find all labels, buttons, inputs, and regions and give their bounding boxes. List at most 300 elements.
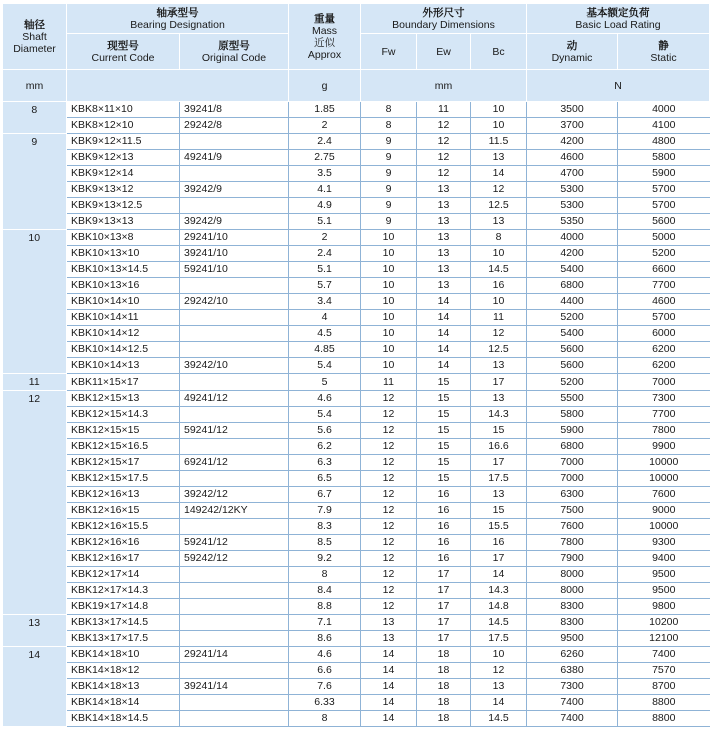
mass-cell: 2.4 (289, 134, 361, 150)
bearing-spec-table (2, 3, 710, 727)
current-code-cell: KBK10×14×12 (67, 326, 180, 342)
mass-cell: 6.2 (289, 439, 361, 455)
static-load-cell: 7400 (618, 647, 710, 663)
static-load-cell: 7700 (618, 407, 710, 423)
basic-load-rating-label-en: Basic Load Rating (575, 18, 661, 31)
current-code-cell: KBK14×18×14.5 (67, 711, 180, 727)
static-load-cell: 5700 (618, 198, 710, 214)
fw-cell: 12 (361, 423, 417, 439)
current-code-cell: KBK14×18×14 (67, 695, 180, 711)
original-code-cell: 49241/9 (180, 150, 289, 166)
ew-cell: 18 (417, 679, 471, 695)
dynamic-load-cell: 4200 (527, 246, 618, 262)
table-row (3, 326, 710, 342)
shaft-diameter-cell: 12 (3, 391, 67, 615)
current-code-cell: KBK14×18×13 (67, 679, 180, 695)
ew-cell: 11 (417, 102, 471, 118)
fw-cell: 10 (361, 262, 417, 278)
fw-cell: 8 (361, 118, 417, 134)
static-load-cell: 9400 (618, 551, 710, 567)
shaft-diameter-label-en1: Shaft (22, 30, 47, 43)
static-load-cell: 5700 (618, 310, 710, 326)
mass-cell: 8.8 (289, 599, 361, 615)
mass-cell: 7.9 (289, 503, 361, 519)
ew-cell: 17 (417, 615, 471, 631)
mass-cell: 8 (289, 567, 361, 583)
bc-cell: 16 (471, 535, 527, 551)
static-load-cell: 8800 (618, 695, 710, 711)
dynamic-load-cell: 3700 (527, 118, 618, 134)
dynamic-load-cell: 5300 (527, 198, 618, 214)
dynamic-load-cell: 6300 (527, 487, 618, 503)
shaft-diameter-cell: 13 (3, 615, 67, 647)
fw-cell: 12 (361, 471, 417, 487)
original-code-cell: 49241/12 (180, 391, 289, 407)
dynamic-header (527, 34, 618, 70)
static-load-cell: 5200 (618, 246, 710, 262)
ew-cell: 15 (417, 374, 471, 391)
current-code-header (67, 34, 180, 70)
ew-cell: 16 (417, 487, 471, 503)
current-code-cell: KBK12×15×17.5 (67, 471, 180, 487)
bc-cell: 17.5 (471, 471, 527, 487)
current-code-cell: KBK12×17×14 (67, 567, 180, 583)
current-code-cell: KBK12×16×15 (67, 503, 180, 519)
bc-cell: 17 (471, 551, 527, 567)
bc-cell: 13 (471, 214, 527, 230)
dynamic-load-cell: 5500 (527, 391, 618, 407)
original-code-label-en: Original Code (201, 51, 267, 64)
current-code-cell: KBK14×18×10 (67, 647, 180, 663)
fw-cell: 10 (361, 358, 417, 374)
bc-cell: 14 (471, 166, 527, 182)
mass-cell: 7.1 (289, 615, 361, 631)
mass-cell: 8.3 (289, 519, 361, 535)
dynamic-load-cell: 5400 (527, 262, 618, 278)
ew-cell: 15 (417, 391, 471, 407)
dynamic-load-cell: 6380 (527, 663, 618, 679)
dynamic-label-zh: 动 (566, 39, 578, 52)
dynamic-load-cell: 9500 (527, 631, 618, 647)
dynamic-load-cell: 7300 (527, 679, 618, 695)
bc-cell: 11.5 (471, 134, 527, 150)
static-load-cell: 7000 (618, 374, 710, 391)
static-label-en: Static (650, 51, 677, 64)
original-code-cell (180, 278, 289, 294)
ew-cell: 13 (417, 262, 471, 278)
dynamic-load-cell: 3500 (527, 102, 618, 118)
fw-cell: 11 (361, 374, 417, 391)
current-code-cell: KBK12×17×14.3 (67, 583, 180, 599)
bearing-designation-label-zh: 轴承型号 (156, 6, 199, 19)
mass-cell: 4 (289, 310, 361, 326)
original-code-cell: 29241/14 (180, 647, 289, 663)
boundary-dimensions-label-zh: 外形尺寸 (422, 6, 465, 19)
current-code-cell: KBK9×12×14 (67, 166, 180, 182)
dynamic-label-en: Dynamic (551, 51, 593, 64)
static-load-cell: 9500 (618, 583, 710, 599)
dynamic-load-cell: 7000 (527, 471, 618, 487)
current-code-cell: KBK12×16×15.5 (67, 519, 180, 535)
bc-cell: 15 (471, 423, 527, 439)
current-code-cell: KBK12×15×16.5 (67, 439, 180, 455)
ew-cell: 13 (417, 214, 471, 230)
mass-label-en1: Mass (311, 24, 338, 37)
bc-cell: 10 (471, 246, 527, 262)
original-code-cell (180, 631, 289, 647)
static-load-cell: 5600 (618, 214, 710, 230)
bc-cell: 13 (471, 150, 527, 166)
dynamic-load-cell: 4600 (527, 150, 618, 166)
shaft-diameter-header (3, 4, 67, 70)
bc-cell: 12 (471, 326, 527, 342)
shaft-diameter-cell: 11 (3, 374, 67, 391)
static-label-zh: 静 (658, 39, 669, 52)
dynamic-load-cell: 5400 (527, 326, 618, 342)
table-header (3, 4, 710, 102)
dynamic-load-cell: 4000 (527, 230, 618, 246)
ew-cell: 16 (417, 519, 471, 535)
original-code-cell: 39242/10 (180, 358, 289, 374)
original-code-cell: 29242/10 (180, 294, 289, 310)
original-code-cell (180, 198, 289, 214)
ew-cell: 14 (417, 294, 471, 310)
current-code-cell: KBK10×14×10 (67, 294, 180, 310)
bc-header: Bc (471, 34, 527, 70)
current-code-cell: KBK10×13×14.5 (67, 262, 180, 278)
dynamic-load-cell: 5600 (527, 342, 618, 358)
designation-unit-blank (67, 70, 289, 102)
ew-cell: 15 (417, 471, 471, 487)
ew-cell: 17 (417, 583, 471, 599)
bc-cell: 14.5 (471, 711, 527, 727)
table-row (3, 599, 710, 615)
ew-cell: 13 (417, 198, 471, 214)
static-load-cell: 9000 (618, 503, 710, 519)
table-row (3, 471, 710, 487)
bc-cell: 16 (471, 278, 527, 294)
dimensions-unit: mm (361, 70, 527, 102)
static-load-cell: 5900 (618, 166, 710, 182)
bc-cell: 10 (471, 118, 527, 134)
dynamic-load-cell: 5200 (527, 374, 618, 391)
original-code-cell: 39241/10 (180, 246, 289, 262)
table-row (3, 423, 710, 439)
fw-cell: 14 (361, 695, 417, 711)
table-row (3, 246, 710, 262)
original-code-cell (180, 342, 289, 358)
current-code-label-zh: 现型号 (107, 39, 139, 52)
current-code-cell: KBK9×12×11.5 (67, 134, 180, 150)
original-code-cell (180, 663, 289, 679)
table-row (3, 519, 710, 535)
mass-cell: 8.6 (289, 631, 361, 647)
current-code-cell: KBK8×11×10 (67, 102, 180, 118)
fw-cell: 10 (361, 342, 417, 358)
mass-cell: 5.7 (289, 278, 361, 294)
table-row (3, 230, 710, 246)
dynamic-load-cell: 7800 (527, 535, 618, 551)
original-code-cell: 29242/8 (180, 118, 289, 134)
current-code-cell: KBK9×12×13 (67, 150, 180, 166)
static-load-cell: 4600 (618, 294, 710, 310)
original-code-cell: 39242/9 (180, 214, 289, 230)
table-row (3, 679, 710, 695)
original-code-cell: 59241/12 (180, 423, 289, 439)
fw-cell: 14 (361, 647, 417, 663)
mass-cell: 4.9 (289, 198, 361, 214)
static-load-cell: 8700 (618, 679, 710, 695)
ew-cell: 14 (417, 326, 471, 342)
original-code-cell (180, 567, 289, 583)
mass-cell: 5.1 (289, 262, 361, 278)
fw-cell: 9 (361, 150, 417, 166)
original-code-cell (180, 695, 289, 711)
fw-cell: 8 (361, 102, 417, 118)
fw-cell: 12 (361, 487, 417, 503)
static-load-cell: 6600 (618, 262, 710, 278)
current-code-cell: KBK9×13×13 (67, 214, 180, 230)
dynamic-load-cell: 7000 (527, 455, 618, 471)
current-code-cell: KBK12×15×17 (67, 455, 180, 471)
mass-cell: 9.2 (289, 551, 361, 567)
mass-cell: 2.4 (289, 246, 361, 262)
fw-cell: 10 (361, 230, 417, 246)
current-code-cell: KBK19×17×14.8 (67, 599, 180, 615)
current-code-cell: KBK10×14×12.5 (67, 342, 180, 358)
bc-cell: 16.6 (471, 439, 527, 455)
table-row (3, 567, 710, 583)
bc-cell: 14.3 (471, 583, 527, 599)
current-code-cell: KBK10×13×10 (67, 246, 180, 262)
fw-cell: 12 (361, 583, 417, 599)
mass-cell: 3.4 (289, 294, 361, 310)
bc-cell: 12.5 (471, 198, 527, 214)
ew-cell: 13 (417, 278, 471, 294)
mass-cell: 2 (289, 230, 361, 246)
static-load-cell: 9900 (618, 439, 710, 455)
mass-cell: 5 (289, 374, 361, 391)
table-row (3, 631, 710, 647)
mass-cell: 8.4 (289, 583, 361, 599)
static-header (618, 34, 710, 70)
fw-cell: 10 (361, 310, 417, 326)
original-code-cell (180, 134, 289, 150)
original-code-cell (180, 471, 289, 487)
static-load-cell: 6200 (618, 342, 710, 358)
dynamic-load-cell: 5300 (527, 182, 618, 198)
mass-cell: 4.1 (289, 182, 361, 198)
ew-cell: 17 (417, 631, 471, 647)
dynamic-load-cell: 6800 (527, 278, 618, 294)
bc-cell: 15 (471, 503, 527, 519)
current-code-cell: KBK10×14×11 (67, 310, 180, 326)
bc-cell: 13 (471, 391, 527, 407)
static-load-cell: 10000 (618, 519, 710, 535)
current-code-cell: KBK13×17×17.5 (67, 631, 180, 647)
fw-cell: 14 (361, 663, 417, 679)
original-code-cell: 59241/10 (180, 262, 289, 278)
bc-cell: 12 (471, 663, 527, 679)
shaft-diameter-cell: 14 (3, 647, 67, 727)
table-row (3, 342, 710, 358)
bc-cell: 17 (471, 374, 527, 391)
ew-cell: 15 (417, 455, 471, 471)
dynamic-load-cell: 5600 (527, 358, 618, 374)
table-row (3, 439, 710, 455)
current-code-cell: KBK12×15×13 (67, 391, 180, 407)
bc-cell: 12.5 (471, 342, 527, 358)
dynamic-load-cell: 4400 (527, 294, 618, 310)
fw-cell: 12 (361, 455, 417, 471)
fw-cell: 9 (361, 134, 417, 150)
mass-cell: 6.33 (289, 695, 361, 711)
ew-header: Ew (417, 34, 471, 70)
table-row (3, 615, 710, 631)
original-code-cell: 29241/10 (180, 230, 289, 246)
mass-cell: 8.5 (289, 535, 361, 551)
dynamic-load-cell: 4700 (527, 166, 618, 182)
original-code-cell: 59242/12 (180, 551, 289, 567)
ew-cell: 16 (417, 503, 471, 519)
original-code-cell (180, 583, 289, 599)
bc-cell: 17 (471, 455, 527, 471)
ew-cell: 18 (417, 647, 471, 663)
dynamic-load-cell: 5900 (527, 423, 618, 439)
original-code-cell (180, 599, 289, 615)
fw-cell: 12 (361, 503, 417, 519)
fw-cell: 12 (361, 439, 417, 455)
original-code-cell (180, 310, 289, 326)
static-load-cell: 7700 (618, 278, 710, 294)
boundary-dimensions-label-en: Boundary Dimensions (392, 18, 495, 31)
fw-cell: 12 (361, 535, 417, 551)
ew-cell: 15 (417, 423, 471, 439)
table-row (3, 487, 710, 503)
static-load-cell: 10200 (618, 615, 710, 631)
static-load-cell: 5800 (618, 150, 710, 166)
dynamic-load-cell: 8300 (527, 615, 618, 631)
bc-cell: 10 (471, 647, 527, 663)
shaft-diameter-cell: 10 (3, 230, 67, 374)
bc-cell: 13 (471, 487, 527, 503)
fw-cell: 9 (361, 182, 417, 198)
table-row (3, 503, 710, 519)
bc-cell: 14 (471, 567, 527, 583)
dynamic-load-cell: 8000 (527, 567, 618, 583)
ew-cell: 14 (417, 342, 471, 358)
fw-cell: 12 (361, 407, 417, 423)
static-load-cell: 4800 (618, 134, 710, 150)
original-code-cell: 149242/12KY (180, 503, 289, 519)
bc-cell: 14.5 (471, 262, 527, 278)
ew-cell: 15 (417, 439, 471, 455)
static-load-cell: 7800 (618, 423, 710, 439)
table-body (3, 102, 710, 727)
original-code-cell: 39242/12 (180, 487, 289, 503)
ew-cell: 13 (417, 230, 471, 246)
current-code-cell: KBK9×13×12 (67, 182, 180, 198)
original-code-cell (180, 166, 289, 182)
dynamic-load-cell: 7600 (527, 519, 618, 535)
mass-cell: 4.85 (289, 342, 361, 358)
fw-cell: 10 (361, 246, 417, 262)
table-row (3, 118, 710, 134)
original-code-cell (180, 374, 289, 391)
mass-cell: 4.5 (289, 326, 361, 342)
fw-cell: 14 (361, 679, 417, 695)
shaft-diameter-label-zh: 轴径 (24, 18, 45, 31)
current-code-cell: KBK10×13×16 (67, 278, 180, 294)
fw-cell: 14 (361, 711, 417, 727)
bc-cell: 14 (471, 695, 527, 711)
table-row (3, 166, 710, 182)
bearing-designation-header (67, 4, 289, 34)
fw-cell: 10 (361, 326, 417, 342)
bc-cell: 11 (471, 310, 527, 326)
ew-cell: 14 (417, 310, 471, 326)
dynamic-load-cell: 7400 (527, 711, 618, 727)
mass-cell: 5.4 (289, 407, 361, 423)
mass-cell: 2 (289, 118, 361, 134)
table-row (3, 535, 710, 551)
static-load-cell: 4000 (618, 102, 710, 118)
bc-cell: 10 (471, 102, 527, 118)
table-row (3, 198, 710, 214)
bc-cell: 17.5 (471, 631, 527, 647)
mass-cell: 6.5 (289, 471, 361, 487)
static-load-cell: 12100 (618, 631, 710, 647)
mass-cell: 5.4 (289, 358, 361, 374)
dynamic-load-cell: 5800 (527, 407, 618, 423)
dynamic-load-cell: 4200 (527, 134, 618, 150)
basic-load-rating-header (527, 4, 710, 34)
table-row (3, 407, 710, 423)
current-code-cell: KBK14×18×12 (67, 663, 180, 679)
dynamic-load-cell: 5200 (527, 310, 618, 326)
fw-cell: 10 (361, 278, 417, 294)
ew-cell: 17 (417, 599, 471, 615)
mass-header (289, 4, 361, 70)
static-load-cell: 10000 (618, 455, 710, 471)
fw-cell: 12 (361, 391, 417, 407)
original-code-cell: 69241/12 (180, 455, 289, 471)
ew-cell: 16 (417, 551, 471, 567)
original-code-header (180, 34, 289, 70)
current-code-label-en: Current Code (91, 51, 155, 64)
mass-cell: 2.75 (289, 150, 361, 166)
dynamic-load-cell: 6260 (527, 647, 618, 663)
mass-cell: 8 (289, 711, 361, 727)
mass-label-zh: 重量 (314, 12, 335, 25)
bc-cell: 13 (471, 358, 527, 374)
table-row (3, 391, 710, 407)
bearing-spec-table-wrapper (2, 3, 710, 727)
mass-cell: 1.85 (289, 102, 361, 118)
table-row (3, 182, 710, 198)
table-row (3, 374, 710, 391)
current-code-cell: KBK12×15×15 (67, 423, 180, 439)
mass-cell: 5.1 (289, 214, 361, 230)
load-unit: N (527, 70, 710, 102)
bc-cell: 10 (471, 294, 527, 310)
table-row (3, 647, 710, 663)
mass-cell: 3.5 (289, 166, 361, 182)
fw-cell: 9 (361, 198, 417, 214)
mass-cell: 6.6 (289, 663, 361, 679)
table-row (3, 214, 710, 230)
bc-cell: 14.5 (471, 615, 527, 631)
